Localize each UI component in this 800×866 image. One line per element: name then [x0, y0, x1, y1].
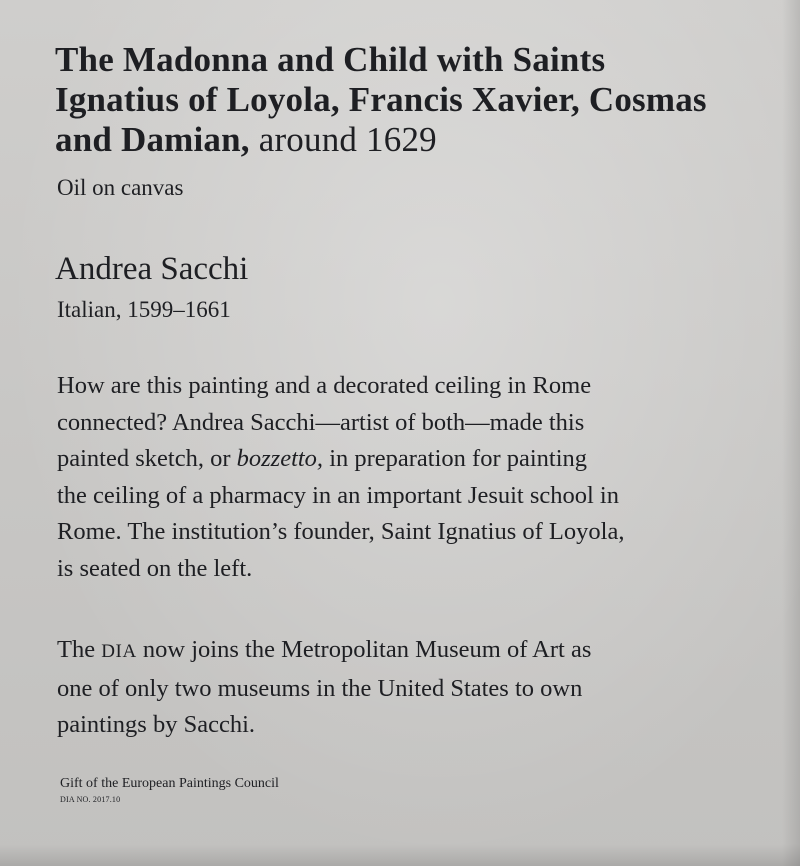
accession-number: DIA NO. 2017.10: [60, 795, 121, 804]
paragraph-1-line-1: How are this painting and a decorated ceiling in Rome: [57, 372, 592, 399]
paragraph-1-line-3-part-b: in preparation for painting: [323, 445, 588, 473]
artwork-date: around 1629: [258, 120, 437, 159]
paragraph-1-line-5: Rome. The institution’s founder, Saint Ignatius of Loyola,: [57, 518, 625, 546]
paragraph-2-line-1-part-b: now joins the Metropolitan Museum of Art as: [136, 636, 592, 663]
paragraph-2-line-3: paintings by Sacchi.: [57, 711, 256, 739]
label-edge-shadow-bottom: [0, 844, 800, 866]
artist-name: Andrea Sacchi: [55, 251, 249, 287]
paragraph-2-line-2: one of only two museums in the United States to own: [57, 674, 583, 702]
paragraph-1-line-3-part-a: painted sketch, or: [57, 445, 237, 473]
artwork-medium: Oil on canvas: [57, 175, 184, 200]
artwork-title: [55, 40, 775, 160]
title-line-3-text: and Damian,: [55, 120, 250, 159]
title-line-2: Ignatius of Loyola, Francis Xavier, Cosmas: [55, 80, 707, 119]
description-paragraph-1: [57, 368, 624, 588]
paragraph-1-line-2: connected? Andrea Sacchi—artist of both—made this: [57, 408, 585, 436]
paragraph-2-line-1-part-a: The: [57, 636, 102, 663]
title-line-3: [55, 120, 775, 160]
paragraph-1-line-4: the ceiling of a pharmacy in an important Jesuit school in: [57, 481, 619, 509]
artist-nationality-dates: Italian, 1599–1661: [57, 297, 231, 322]
credit-line: Gift of the European Paintings Council: [60, 776, 279, 791]
italic-term-bozzetto: bozzetto,: [236, 445, 324, 473]
label-edge-shadow-right: [782, 0, 800, 866]
paragraph-1-line-3: [57, 441, 624, 478]
paragraph-2-line-1: [57, 632, 591, 671]
description-paragraph-2: [57, 632, 591, 744]
title-line-1: The Madonna and Child with Saints: [55, 40, 606, 79]
paragraph-1-line-6: is seated on the left.: [57, 554, 253, 582]
museum-acronym: DIA: [101, 641, 137, 662]
